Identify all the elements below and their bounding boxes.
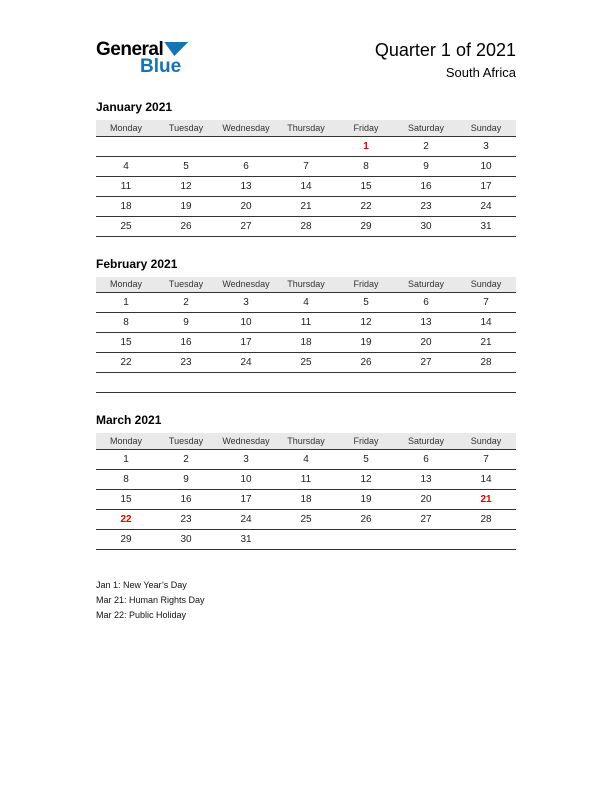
calendar-table bbox=[96, 277, 516, 394]
week-row bbox=[96, 353, 516, 373]
weekday-header: Sunday bbox=[456, 120, 516, 136]
day-cell bbox=[156, 373, 216, 393]
week-row bbox=[96, 196, 516, 216]
day-cell-holiday: 22 bbox=[96, 509, 156, 529]
weekday-header: Tuesday bbox=[156, 277, 216, 293]
day-cell: 17 bbox=[216, 489, 276, 509]
weekday-header: Wednesday bbox=[216, 433, 276, 449]
day-cell: 12 bbox=[336, 469, 396, 489]
day-cell: 17 bbox=[456, 176, 516, 196]
day-cell: 21 bbox=[276, 196, 336, 216]
week-row bbox=[96, 333, 516, 353]
logo-text-blue: Blue bbox=[140, 56, 182, 77]
month-title: February 2021 bbox=[96, 256, 178, 271]
weekday-header-row bbox=[96, 277, 516, 293]
day-cell: 10 bbox=[216, 469, 276, 489]
weekday-header: Saturday bbox=[396, 277, 456, 293]
week-row bbox=[96, 313, 516, 333]
month-title: March 2021 bbox=[96, 413, 162, 427]
day-cell: 29 bbox=[96, 529, 156, 549]
day-cell: 6 bbox=[396, 293, 456, 313]
day-cell bbox=[276, 136, 336, 156]
day-cell bbox=[336, 529, 396, 549]
day-cell: 30 bbox=[156, 529, 216, 549]
day-cell: 24 bbox=[456, 196, 516, 216]
day-cell: 1 bbox=[96, 293, 156, 313]
holiday-list bbox=[96, 578, 516, 623]
day-cell: 25 bbox=[276, 509, 336, 529]
weekday-header: Friday bbox=[336, 277, 396, 293]
weekday-header: Tuesday bbox=[156, 433, 216, 449]
calendar-table bbox=[96, 120, 516, 237]
day-cell: 1 bbox=[96, 449, 156, 469]
week-row bbox=[96, 529, 516, 549]
day-cell: 9 bbox=[396, 156, 456, 176]
day-cell: 26 bbox=[156, 216, 216, 236]
day-cell: 14 bbox=[456, 313, 516, 333]
day-cell: 13 bbox=[396, 313, 456, 333]
week-row bbox=[96, 293, 516, 313]
day-cell: 16 bbox=[396, 176, 456, 196]
weekday-header: Sunday bbox=[456, 277, 516, 293]
day-cell: 19 bbox=[156, 196, 216, 216]
day-cell: 24 bbox=[216, 353, 276, 373]
day-cell: 6 bbox=[216, 156, 276, 176]
day-cell-holiday: 21 bbox=[456, 489, 516, 509]
day-cell: 16 bbox=[156, 333, 216, 353]
day-cell: 22 bbox=[336, 196, 396, 216]
day-cell: 5 bbox=[336, 449, 396, 469]
holiday-item: Jan 1: New Year’s Day bbox=[96, 579, 187, 590]
title-block bbox=[375, 40, 516, 80]
day-cell: 26 bbox=[336, 509, 396, 529]
day-cell: 2 bbox=[156, 293, 216, 313]
day-cell: 9 bbox=[156, 469, 216, 489]
weekday-header: Friday bbox=[336, 120, 396, 136]
day-cell: 4 bbox=[96, 156, 156, 176]
day-cell bbox=[456, 373, 516, 393]
day-cell bbox=[396, 529, 456, 549]
weekday-header: Wednesday bbox=[216, 277, 276, 293]
weekday-header: Sunday bbox=[456, 433, 516, 449]
day-cell: 18 bbox=[96, 196, 156, 216]
day-cell: 10 bbox=[216, 313, 276, 333]
day-cell: 5 bbox=[156, 156, 216, 176]
day-cell: 2 bbox=[156, 449, 216, 469]
day-cell: 13 bbox=[216, 176, 276, 196]
day-cell: 7 bbox=[456, 449, 516, 469]
day-cell bbox=[336, 373, 396, 393]
day-cell bbox=[96, 136, 156, 156]
month-title: January 2021 bbox=[96, 100, 173, 114]
day-cell: 26 bbox=[336, 353, 396, 373]
day-cell: 20 bbox=[216, 196, 276, 216]
months-container bbox=[96, 100, 516, 550]
day-cell: 23 bbox=[396, 196, 456, 216]
day-cell: 14 bbox=[456, 469, 516, 489]
page-title: Quarter 1 of 2021 bbox=[374, 40, 516, 60]
day-cell: 30 bbox=[396, 216, 456, 236]
day-cell: 27 bbox=[216, 216, 276, 236]
day-cell: 3 bbox=[216, 293, 276, 313]
day-cell bbox=[276, 373, 336, 393]
day-cell: 13 bbox=[396, 469, 456, 489]
week-row bbox=[96, 373, 516, 393]
day-cell: 27 bbox=[396, 509, 456, 529]
day-cell bbox=[156, 136, 216, 156]
day-cell: 28 bbox=[456, 353, 516, 373]
weekday-header: Saturday bbox=[396, 120, 456, 136]
day-cell bbox=[96, 373, 156, 393]
day-cell: 3 bbox=[456, 136, 516, 156]
day-cell: 9 bbox=[156, 313, 216, 333]
day-cell: 16 bbox=[156, 489, 216, 509]
logo-text-general: General bbox=[96, 39, 164, 60]
week-row bbox=[96, 216, 516, 236]
day-cell: 3 bbox=[216, 449, 276, 469]
weekday-header: Tuesday bbox=[156, 120, 216, 136]
month-section bbox=[96, 413, 516, 550]
weekday-header: Thursday bbox=[276, 120, 336, 136]
week-row bbox=[96, 509, 516, 529]
logo-triangle-icon bbox=[164, 42, 188, 56]
day-cell bbox=[216, 136, 276, 156]
day-cell: 19 bbox=[336, 489, 396, 509]
day-cell: 20 bbox=[396, 333, 456, 353]
day-cell: 28 bbox=[456, 509, 516, 529]
week-row bbox=[96, 489, 516, 509]
day-cell: 7 bbox=[456, 293, 516, 313]
day-cell: 15 bbox=[96, 489, 156, 509]
day-cell-holiday: 1 bbox=[336, 136, 396, 156]
weekday-header: Friday bbox=[336, 433, 396, 449]
day-cell: 18 bbox=[276, 333, 336, 353]
day-cell: 31 bbox=[216, 529, 276, 549]
day-cell: 15 bbox=[96, 333, 156, 353]
day-cell: 8 bbox=[96, 313, 156, 333]
day-cell: 8 bbox=[336, 156, 396, 176]
day-cell: 11 bbox=[276, 469, 336, 489]
day-cell: 15 bbox=[336, 176, 396, 196]
week-row bbox=[96, 449, 516, 469]
day-cell: 2 bbox=[396, 136, 456, 156]
day-cell: 23 bbox=[156, 509, 216, 529]
day-cell: 4 bbox=[276, 449, 336, 469]
day-cell: 29 bbox=[336, 216, 396, 236]
weekday-header: Thursday bbox=[276, 433, 336, 449]
day-cell: 12 bbox=[336, 313, 396, 333]
weekday-header-row bbox=[96, 120, 516, 136]
week-row bbox=[96, 136, 516, 156]
day-cell: 8 bbox=[96, 469, 156, 489]
weekday-header: Thursday bbox=[276, 277, 336, 293]
weekday-header: Wednesday bbox=[216, 120, 276, 136]
day-cell: 18 bbox=[276, 489, 336, 509]
logo bbox=[96, 40, 188, 76]
day-cell: 31 bbox=[456, 216, 516, 236]
week-row bbox=[96, 176, 516, 196]
day-cell: 21 bbox=[456, 333, 516, 353]
holiday-item: Mar 21: Human Rights Day bbox=[96, 594, 205, 605]
month-section bbox=[96, 100, 516, 237]
day-cell bbox=[456, 529, 516, 549]
month-section bbox=[96, 257, 516, 394]
weekday-header-row bbox=[96, 433, 516, 449]
weekday-header: Monday bbox=[96, 277, 156, 293]
day-cell: 23 bbox=[156, 353, 216, 373]
day-cell bbox=[276, 529, 336, 549]
day-cell: 6 bbox=[396, 449, 456, 469]
day-cell: 25 bbox=[96, 216, 156, 236]
weekday-header: Saturday bbox=[396, 433, 456, 449]
day-cell: 20 bbox=[396, 489, 456, 509]
day-cell: 7 bbox=[276, 156, 336, 176]
day-cell: 14 bbox=[276, 176, 336, 196]
day-cell: 25 bbox=[276, 353, 336, 373]
day-cell: 19 bbox=[336, 333, 396, 353]
day-cell: 4 bbox=[276, 293, 336, 313]
day-cell: 10 bbox=[456, 156, 516, 176]
day-cell: 11 bbox=[276, 313, 336, 333]
day-cell: 12 bbox=[156, 176, 216, 196]
day-cell: 22 bbox=[96, 353, 156, 373]
page-subtitle: South Africa bbox=[445, 65, 516, 80]
holiday-item: Mar 22: Public Holiday bbox=[96, 609, 187, 620]
weekday-header: Monday bbox=[96, 120, 156, 136]
page-header bbox=[96, 40, 516, 80]
day-cell: 11 bbox=[96, 176, 156, 196]
week-row bbox=[96, 156, 516, 176]
day-cell bbox=[216, 373, 276, 393]
week-row bbox=[96, 469, 516, 489]
day-cell: 5 bbox=[336, 293, 396, 313]
day-cell: 17 bbox=[216, 333, 276, 353]
day-cell: 28 bbox=[276, 216, 336, 236]
weekday-header: Monday bbox=[96, 433, 156, 449]
day-cell: 27 bbox=[396, 353, 456, 373]
day-cell bbox=[396, 373, 456, 393]
calendar-table bbox=[96, 433, 516, 550]
day-cell: 24 bbox=[216, 509, 276, 529]
